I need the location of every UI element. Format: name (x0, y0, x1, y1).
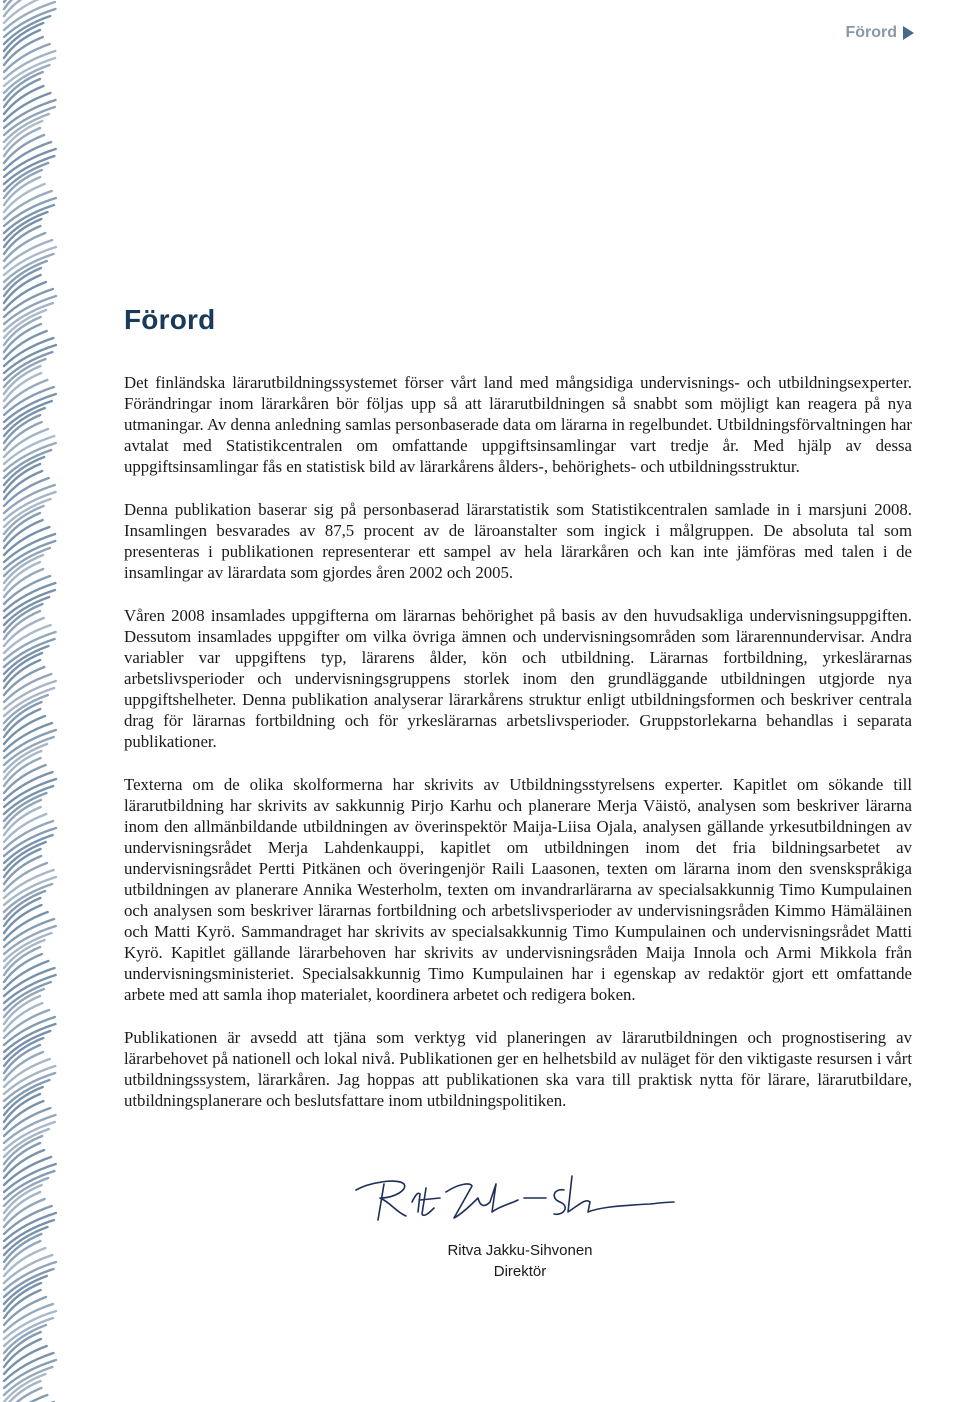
paragraph: Det finländska lärarutbildningssystemet förser vårt land med mångsidiga undervisnings- och utbildningsexperter. Förändringar inom lärarkåren bör följas upp så att lärarutbildningen så snabbt som möjligt kan reagera på nya utmaningar. Av denna anledning samlas personbaserade data om lärarna in regelbundet. Utbildningsförvaltningen har avtalat med Statistikcentralen om omfattande uppgiftsinsamlingar vart tredje år. Med hjälp av dessa uppgiftsinsamlingar fås en statistisk bild av lärarkårens ålders-, behörighets- och utbildningsstruktur. (124, 373, 912, 476)
section-breadcrumb (845, 24, 914, 42)
paragraph: Våren 2008 insamlades uppgifterna om lärarnas behörighet på basis av den huvudsakliga undervisningsuppgiften. Dessutom insamlades uppgifter om vilka övriga ämnen och undervisningsområden som lärarennundervisar. Andra variabler var uppgiftens typ, lärarens ålder, kön och utbildning. Lärarnas fortbildning, yrkeslärarnas arbetslivsperioder och undervisningsgruppens storlek inom den grundläggande utbildningen utgjorde nya uppgiftshelheter. Denna publikation analyserar lärarkårens struktur enligt utbildningsformen och beskriver centrala drag för lärarnas fortbildning och för yrkeslärarnas arbetslivsperioder. Gruppstorlekarna behandlas i separata publikationer. (124, 606, 912, 751)
body-text (124, 372, 912, 1133)
section-label: Förord (845, 24, 897, 41)
signer-name: Ritva Jakku-Sihvonen (447, 1242, 593, 1259)
paragraph: Denna publikation baserar sig på personbaserad lärarstatistik som Statistikcentralen samlade in i marsjuni 2008. Insamlingen besvarades av 87,5 procent av de läroanstalter som ingick i målgruppen. De absoluta tal som presenteras i publikationen representerar ett sampel av hela lärarkåren och kan inte jämföras med talen i de insamlingar av lärardata som gjordes åren 2002 och 2005. (124, 500, 912, 582)
signer-block (440, 1240, 600, 1282)
triangle-right-icon (903, 26, 914, 40)
page-title: Förord (124, 304, 216, 335)
handwritten-signature (350, 1168, 680, 1228)
signer-title: Direktör (493, 1263, 547, 1280)
paragraph: Texterna om de olika skolformerna har skrivits av Utbildningsstyrelsens experter. Kapitlet om sökande till lärarutbildning har skrivits av sakkunnig Pirjo Karhu och planerare Merja Väistö, analysen som beskriver lärarna inom den allmänbildande utbildningen av överinspektör Maija-Liisa Ojala, analysen gällande yrkesutbildningen av undervisningsrådet Merja Lahdenkauppi, kapitlet om utbildningen inom det fria bildningsarbetet av undervisningsrådet Pertti Pitkänen och överingenjör Raili Laasonen, texten om lärarna inom den svenskspråkiga utbildningen av planerare Annika Westerholm, texten om invandrarlärarna av specialsakkunnig Timo Kumpulainen och analysen som beskriver lärarnas fortbildning och arbetslivsperioder av undervisningsråden Kimmo Hämäläinen och Matti Kyrö. Sammandraget har skrivits av specialsakkunnig Timo Kumpulainen och undervisningsrådet Matti Kyrö. Kapitlet gällande lärarbehoven har skrivits av undervisningsråden Maija Innola och Armi Mikkola från undervisningsministeriet. Specialsakkunnig Timo Kumpulainen har i egenskap av redaktör gjort ett omfattande arbete med att samla ihop materialet, koordinera arbetet och redigera boken. (124, 775, 912, 1004)
decorative-left-border (0, 0, 72, 1402)
paragraph: Publikationen är avsedd att tjäna som verktyg vid planeringen av lärarutbildningen och prognostisering av lärarbehovet på nationell och lokal nivå. Publikationen ger en helhetsbild av nuläget för den viktigaste resursen i vårt utbildningssystem, lärarkåren. Jag hoppas att publikationen ska vara till praktisk nytta för lärare, lärarutbildare, utbildningsplanerare och beslutsfattare inom utbildningspolitiken. (124, 1028, 912, 1110)
